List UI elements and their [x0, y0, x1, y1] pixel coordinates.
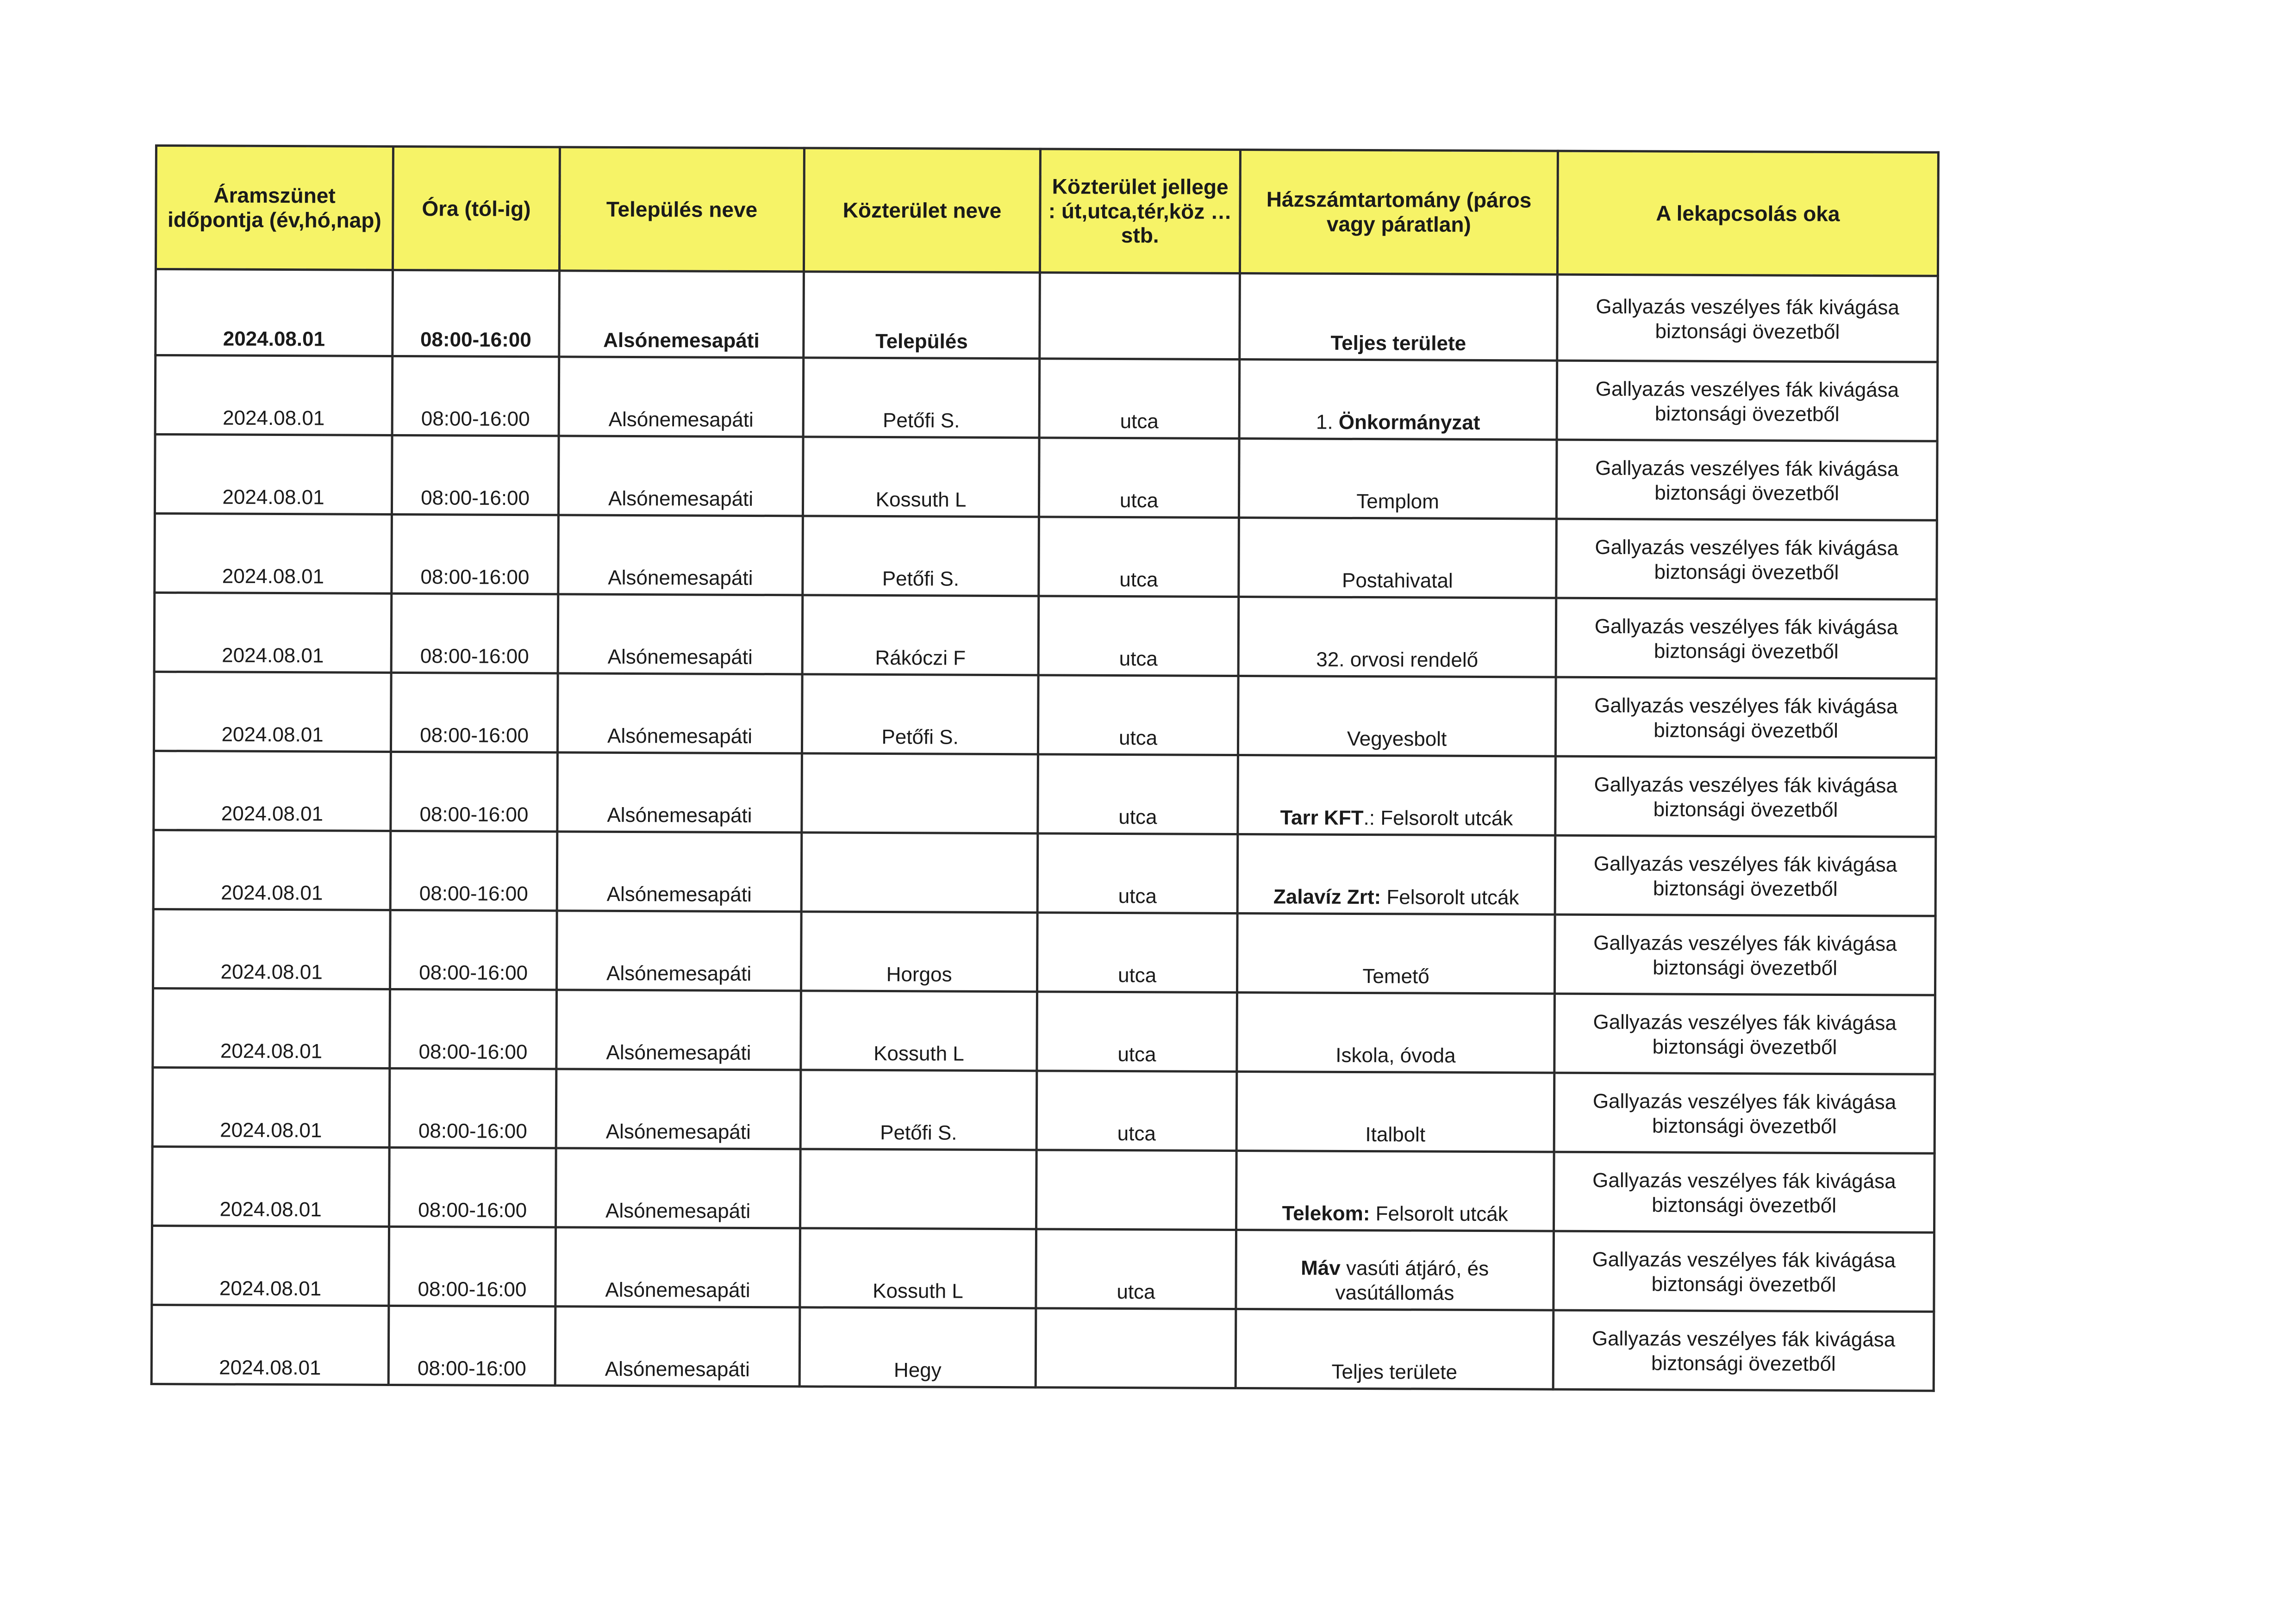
- street-type-cell: utca: [1036, 1229, 1236, 1309]
- date-cell: 2024.08.01: [153, 988, 390, 1068]
- street-type-cell: utca: [1037, 833, 1238, 914]
- date-cell: 2024.08.01: [153, 830, 391, 910]
- settlement-cell: Alsónemesapáti: [558, 515, 803, 595]
- house-range-text: Templom: [1356, 490, 1439, 513]
- time-cell: 08:00-16:00: [389, 1068, 556, 1148]
- settlement-cell: Alsónemesapáti: [557, 673, 802, 753]
- street-cell: [800, 1149, 1037, 1229]
- settlement-cell: Alsónemesapáti: [555, 1227, 800, 1307]
- document-sheet: [150, 144, 1937, 1392]
- house-range-text: Postahivatal: [1341, 569, 1453, 592]
- date-cell: 2024.08.01: [152, 1146, 390, 1226]
- street-type-cell: [1036, 1308, 1236, 1388]
- table-row: [153, 909, 1935, 995]
- date-cell: 2024.08.01: [154, 593, 392, 673]
- settlement-cell: Alsónemesapáti: [557, 752, 802, 833]
- reason-cell: Gallyazás veszélyes fák kivágása biztonsági övezetből: [1553, 1310, 1934, 1391]
- time-cell: 08:00-16:00: [392, 514, 559, 594]
- time-cell: 08:00-16:00: [390, 989, 557, 1069]
- house-range-cell: [1237, 992, 1555, 1073]
- header-reason: A lekapcsolás oka: [1557, 151, 1938, 276]
- house-range-text: Iskola, óvoda: [1335, 1044, 1456, 1068]
- table-row: [155, 355, 1938, 442]
- house-range-cell: [1239, 438, 1557, 519]
- house-range-text: Vegyesbolt: [1347, 728, 1447, 751]
- street-type-cell: [1036, 1150, 1237, 1230]
- date-cell: 2024.08.01: [152, 1067, 390, 1147]
- table-row: [153, 988, 1935, 1074]
- house-range-text: Felsorolt utcák: [1370, 1202, 1508, 1226]
- header-time: Óra (tól-ig): [393, 146, 560, 270]
- reason-cell: Gallyazás veszélyes fák kivágása biztonsági övezetből: [1554, 1073, 1935, 1153]
- house-range-cell: [1235, 1309, 1554, 1389]
- table-row: [155, 435, 1937, 521]
- settlement-cell: Alsónemesapáti: [557, 832, 802, 912]
- table-row: [152, 1225, 1934, 1312]
- street-cell: Kossuth L: [800, 1228, 1036, 1308]
- street-type-cell: utca: [1039, 438, 1239, 518]
- table-header-row: [156, 146, 1938, 276]
- time-cell: 08:00-16:00: [388, 1306, 555, 1385]
- reason-cell: Gallyazás veszélyes fák kivágása biztonsági övezetből: [1554, 914, 1935, 995]
- house-range-cell: [1237, 913, 1555, 994]
- street-type-cell: utca: [1038, 754, 1238, 834]
- street-cell: Kossuth L: [803, 437, 1039, 517]
- header-date: Áramszünet időpontja (év,hó,nap): [156, 146, 393, 270]
- street-type-cell: utca: [1038, 675, 1238, 755]
- reason-cell: Gallyazás veszélyes fák kivágása biztonsági övezetből: [1555, 835, 1936, 916]
- house-range-bold: Önkormányzat: [1338, 411, 1480, 435]
- date-cell: 2024.08.01: [153, 909, 390, 989]
- house-range-text: 32. orvosi rendelő: [1316, 648, 1479, 672]
- table-row: [156, 269, 1938, 362]
- power-outage-table: [150, 144, 1940, 1392]
- settlement-cell: Alsónemesapáti: [559, 271, 804, 358]
- house-range-bold: Zalavíz Zrt:: [1273, 885, 1381, 909]
- house-range-cell: [1236, 1150, 1554, 1231]
- header-house-numbers: Házszámtartomány (páros vagy páratlan): [1240, 150, 1558, 275]
- reason-cell: Gallyazás veszélyes fák kivágása biztonsági övezetből: [1554, 994, 1935, 1074]
- date-cell: 2024.08.01: [154, 672, 391, 752]
- house-range-cell: [1238, 755, 1556, 835]
- table-row: [152, 1067, 1935, 1153]
- time-cell: 08:00-16:00: [390, 831, 557, 910]
- table-row: [151, 1305, 1934, 1391]
- street-cell: [801, 833, 1038, 913]
- street-cell: Petőfi S.: [800, 1070, 1037, 1150]
- street-cell: [802, 753, 1038, 833]
- house-range-text: vasúti átjáró, és vasútállomás: [1335, 1257, 1489, 1305]
- time-cell: 08:00-16:00: [391, 672, 558, 752]
- house-range-bold: Telekom:: [1282, 1202, 1370, 1225]
- house-range-cell: [1236, 1230, 1554, 1310]
- reason-cell: Gallyazás veszélyes fák kivágása biztonsági övezetből: [1556, 519, 1937, 599]
- street-type-cell: utca: [1037, 913, 1237, 993]
- street-type-cell: utca: [1039, 517, 1239, 597]
- house-range-prefix: 1.: [1316, 410, 1339, 434]
- date-cell: 2024.08.01: [151, 1305, 389, 1385]
- house-range-bold: Máv: [1301, 1256, 1341, 1280]
- date-cell: 2024.08.01: [152, 1225, 389, 1306]
- time-cell: 08:00-16:00: [392, 356, 559, 435]
- house-range-bold: Teljes területe: [1330, 331, 1466, 355]
- table-row: [154, 672, 1936, 758]
- table-body: [151, 269, 1938, 1391]
- time-cell: 08:00-16:00: [392, 435, 559, 515]
- reason-cell: Gallyazás veszélyes fák kivágása biztonsági övezetből: [1555, 756, 1936, 837]
- time-cell: 08:00-16:00: [393, 270, 560, 356]
- settlement-cell: Alsónemesapáti: [555, 1306, 800, 1387]
- street-cell: Település: [804, 272, 1040, 359]
- house-range-bold: Tarr KFT: [1280, 806, 1364, 830]
- house-range-text: Temető: [1362, 965, 1429, 988]
- house-range-cell: [1237, 834, 1555, 914]
- house-range-text: Italbolt: [1365, 1123, 1426, 1146]
- header-street-type: Közterület jellege : út,utca,tér,köz …stb.: [1040, 149, 1240, 274]
- street-type-cell: [1040, 273, 1240, 360]
- house-range-cell: [1239, 517, 1557, 598]
- header-settlement: Település neve: [559, 147, 804, 272]
- date-cell: 2024.08.01: [156, 269, 393, 356]
- street-cell: Kossuth L: [801, 991, 1037, 1071]
- time-cell: 08:00-16:00: [391, 752, 558, 831]
- settlement-cell: Alsónemesapáti: [556, 911, 801, 991]
- settlement-cell: Alsónemesapáti: [559, 357, 804, 437]
- date-cell: 2024.08.01: [155, 355, 393, 435]
- street-type-cell: utca: [1036, 1071, 1237, 1151]
- street-cell: Petőfi S.: [803, 358, 1040, 438]
- date-cell: 2024.08.01: [155, 435, 392, 515]
- house-range-cell: [1239, 359, 1557, 440]
- settlement-cell: Alsónemesapáti: [556, 1069, 801, 1149]
- reason-cell: Gallyazás veszélyes fák kivágása biztonsági övezetből: [1556, 440, 1937, 520]
- street-cell: Hegy: [799, 1307, 1036, 1387]
- table-row: [154, 593, 1937, 679]
- settlement-cell: Alsónemesapáti: [558, 594, 803, 674]
- house-range-cell: [1238, 597, 1556, 677]
- table-row: [154, 751, 1936, 837]
- date-cell: 2024.08.01: [155, 514, 392, 594]
- settlement-cell: Alsónemesapáti: [556, 1148, 801, 1228]
- house-range-cell: [1240, 274, 1558, 361]
- reason-cell: Gallyazás veszélyes fák kivágása biztonsági övezetből: [1556, 598, 1937, 678]
- reason-cell: Gallyazás veszélyes fák kivágása biztonsági övezetből: [1557, 361, 1938, 441]
- street-type-cell: utca: [1039, 359, 1240, 439]
- settlement-cell: Alsónemesapáti: [556, 990, 801, 1070]
- table-row: [153, 830, 1936, 916]
- house-range-text: .: Felsorolt utcák: [1363, 807, 1513, 830]
- reason-cell: Gallyazás veszélyes fák kivágása biztonsági övezetből: [1557, 274, 1938, 362]
- settlement-cell: Alsónemesapáti: [558, 436, 803, 516]
- time-cell: 08:00-16:00: [390, 910, 557, 989]
- house-range-cell: [1238, 676, 1556, 756]
- reason-cell: Gallyazás veszélyes fák kivágása biztonsági övezetből: [1554, 1231, 1934, 1312]
- street-cell: Petőfi S.: [803, 516, 1039, 596]
- time-cell: 08:00-16:00: [389, 1226, 556, 1306]
- table-row: [155, 514, 1937, 600]
- street-cell: Rákóczi F: [802, 595, 1039, 675]
- house-range-text: Teljes területe: [1331, 1360, 1458, 1384]
- reason-cell: Gallyazás veszélyes fák kivágása biztonsági övezetből: [1554, 1152, 1935, 1232]
- street-cell: Petőfi S.: [802, 674, 1038, 754]
- house-range-text: Felsorolt utcák: [1381, 886, 1519, 909]
- street-cell: Horgos: [801, 912, 1037, 992]
- street-type-cell: utca: [1038, 596, 1239, 676]
- time-cell: 08:00-16:00: [389, 1147, 556, 1227]
- date-cell: 2024.08.01: [154, 751, 391, 831]
- reason-cell: Gallyazás veszélyes fák kivágása biztonsági övezetből: [1555, 677, 1936, 758]
- table-row: [152, 1146, 1935, 1232]
- house-range-cell: [1236, 1071, 1554, 1152]
- time-cell: 08:00-16:00: [391, 593, 558, 673]
- street-type-cell: utca: [1037, 992, 1237, 1072]
- header-street: Közterület neve: [804, 148, 1040, 273]
